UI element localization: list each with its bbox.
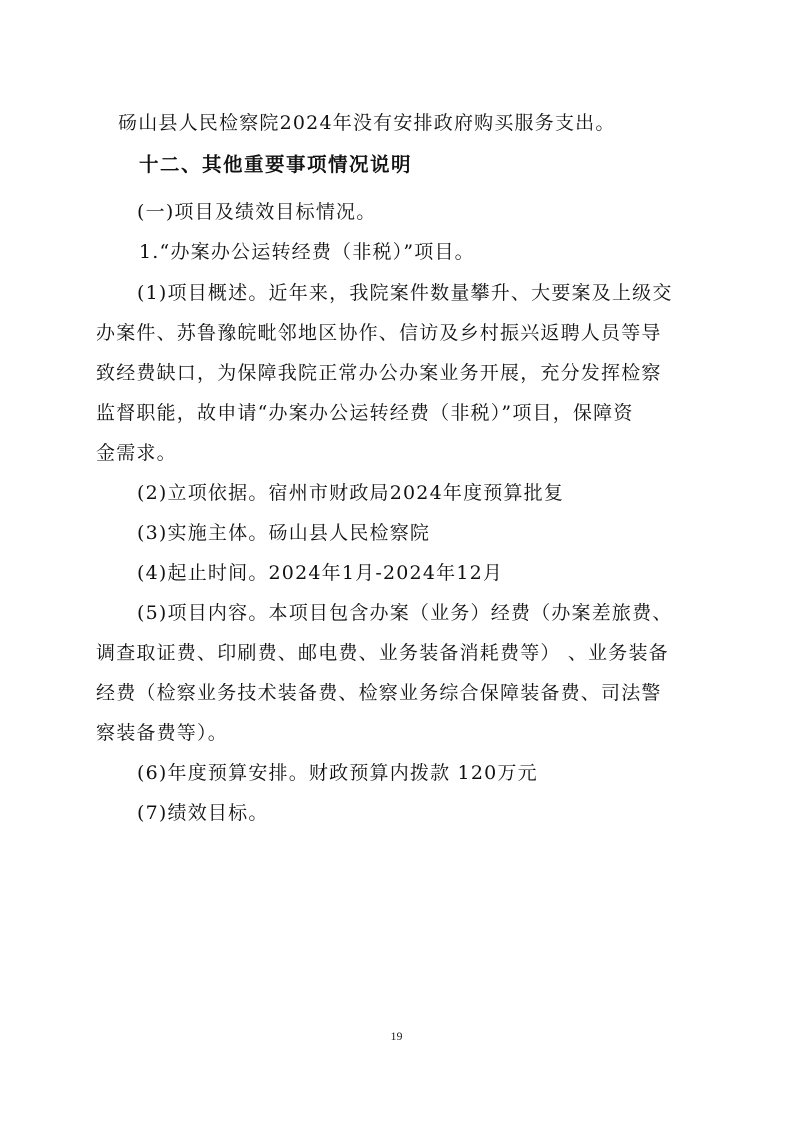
- section-heading-other-matters: 十二、其他重要事项情况说明: [139, 153, 413, 176]
- paragraph-overview-line-5: 金需求。: [96, 442, 177, 464]
- paragraph-budget: (6)年度预算安排。财政预算内拨款 120万元: [137, 762, 538, 784]
- paragraph-overview-line-3: 致经费缺口，为保障我院正常办公办案业务开展，充分发挥检察: [96, 362, 662, 384]
- paragraph-overview-line-2: 办案件、苏鲁豫皖毗邻地区协作、信访及乡村振兴返聘人员等导: [96, 322, 662, 344]
- item-heading-project-1: 1.“办案办公运转经费（非税）”项目。: [139, 241, 475, 263]
- paragraph-basis: (2)立项依据。宿州市财政局2024年度预算批复: [137, 482, 565, 504]
- paragraph-content-line-4: 察装备费等）。: [96, 722, 228, 744]
- paragraph-content-line-1: (5)项目内容。本项目包含办案（业务）经费（办案差旅费、: [137, 602, 673, 624]
- paragraph-overview-line-4: 监督职能，故申请“办案办公运转经费（非税）”项目，保障资: [96, 402, 634, 424]
- subsection-heading-project-goals: (一)项目及绩效目标情况。: [137, 201, 377, 223]
- page-number: 19: [390, 1029, 403, 1043]
- paragraph-no-purchase-services: 砀山县人民检察院2024年没有安排政府购买服务支出。: [118, 112, 616, 134]
- paragraph-implementer: (3)实施主体。砀山县人民检察院: [137, 522, 431, 544]
- paragraph-content-line-3: 经费（检察业务技术装备费、检察业务综合保障装备费、司法警: [96, 682, 662, 704]
- paragraph-content-line-2: 调查取证费、印刷费、邮电费、业务装备消耗费等） 、业务装备: [96, 642, 669, 664]
- paragraph-performance-goals: (7)绩效目标。: [137, 802, 269, 824]
- paragraph-overview-line-1: (1)项目概述。近年来，我院案件数量攀升、大要案及上级交: [137, 282, 673, 304]
- paragraph-period: (4)起止时间。2024年1月-2024年12月: [137, 562, 504, 584]
